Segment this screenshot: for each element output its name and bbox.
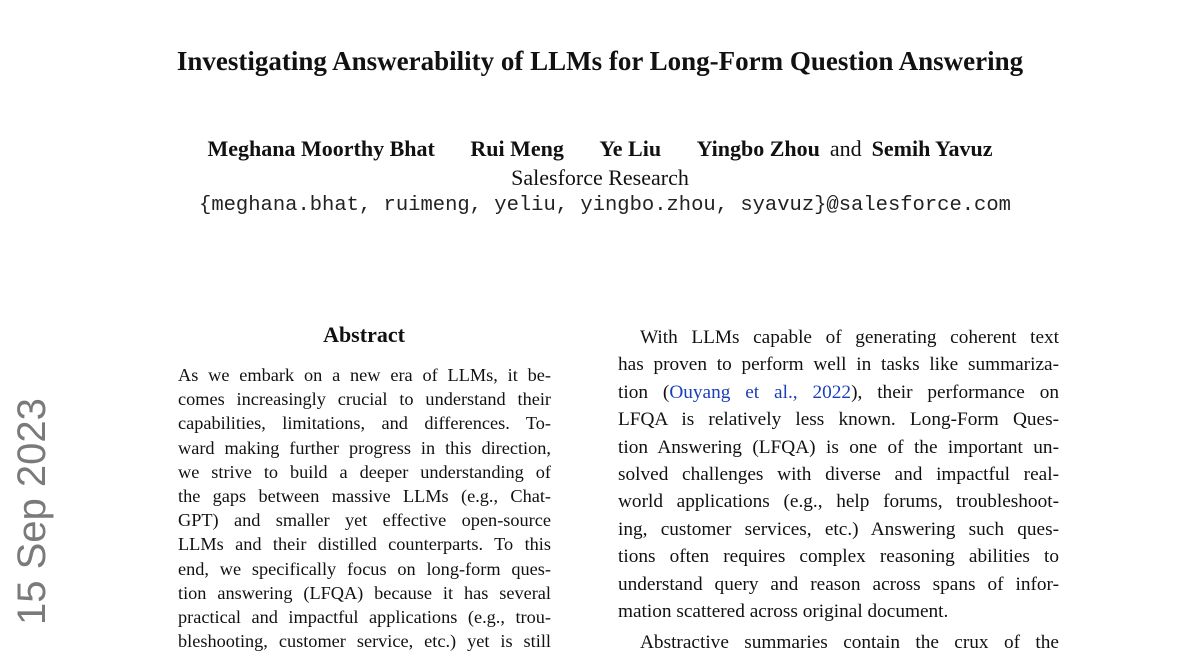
- abstract-line: GPT) and smaller yet effective open-source: [178, 510, 551, 531]
- body-line: has proven to perform well in tasks like summariza-: [618, 354, 1059, 376]
- abstract-line: practical and impactful applications (e.g., trou-: [178, 607, 551, 628]
- author-name: Rui Meng: [470, 136, 564, 161]
- arxiv-date-stamp: 15 Sep 2023: [10, 398, 54, 625]
- body-line: solved challenges with diverse and impactful real-: [618, 463, 1059, 485]
- author-list: [0, 136, 1200, 162]
- author-emails: {meghana.bhat, ruimeng, yeliu, yingbo.zhou, syavuz}@salesforce.com: [199, 194, 1011, 217]
- abstract-line: As we embark on a new era of LLMs, it be-: [178, 365, 551, 385]
- abstract-line: bleshooting, customer service, etc.) yet is still: [178, 631, 551, 652]
- abstract-line: comes increasingly crucial to understand their: [178, 389, 551, 410]
- body-text: [618, 324, 1059, 657]
- abstract-line: capabilities, limitations, and differences. To-: [178, 413, 551, 434]
- citation-link[interactable]: Ouyang et al., 2022: [669, 381, 852, 403]
- abstract-line: end, we specifically focus on long-form ques-: [178, 558, 551, 579]
- abstract-text: [178, 363, 551, 653]
- body-line: ing, customer services, etc.) Answering such ques-: [618, 518, 1059, 540]
- author-name: Semih Yavuz: [871, 136, 993, 161]
- author-name: Meghana Moorthy Bhat: [207, 136, 435, 161]
- body-line: LFQA is relatively less known. Long-Form Ques-: [618, 409, 1059, 431]
- abstract-line: tion answering (LFQA) because it has several: [178, 582, 551, 603]
- author-name: Yingbo Zhou: [696, 136, 820, 161]
- abstract-line: ward making further progress in this direction,: [178, 437, 551, 458]
- abstract-line: we strive to build a deeper understanding of: [178, 461, 551, 482]
- body-line: tion Answering (LFQA) is one of the important un-: [618, 436, 1059, 458]
- abstract-heading: Abstract: [323, 322, 405, 347]
- body-line: understand query and reason across spans of infor-: [618, 573, 1059, 595]
- body-line-with-citation: tion (Ouyang et al., 2022), their performance on: [618, 381, 1059, 403]
- body-line: tions often requires complex reasoning abilities to: [618, 546, 1059, 568]
- body-line: With LLMs capable of generating coherent text: [640, 327, 1059, 348]
- affiliation: Salesforce Research: [511, 165, 689, 190]
- author-name: Ye Liu: [599, 136, 662, 161]
- author-conjunction: and: [829, 136, 862, 161]
- body-line: world applications (e.g., help forums, troubleshoot-: [618, 491, 1059, 513]
- abstract-line: the gaps between massive LLMs (e.g., Chat-: [178, 486, 551, 507]
- paper-title: Investigating Answerability of LLMs for Long-Form Question Answering: [176, 46, 1024, 76]
- body-line: mation scattered across original document.: [618, 600, 949, 622]
- body-line: Abstractive summaries contain the crux of the: [640, 632, 1059, 654]
- abstract-line: LLMs and their distilled counterparts. To this: [178, 534, 551, 555]
